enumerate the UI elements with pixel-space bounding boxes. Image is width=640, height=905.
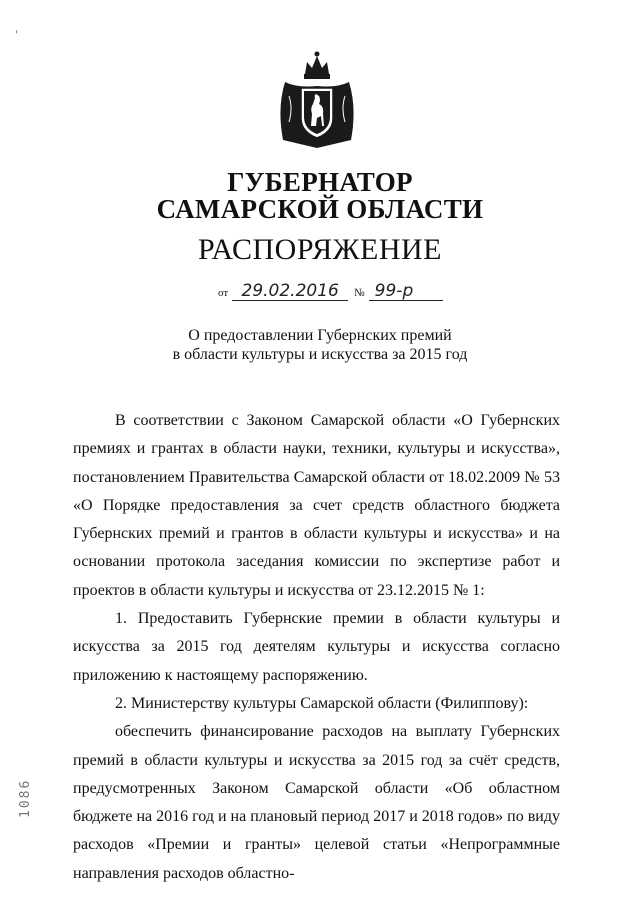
body-paragraph: 1. Предоставить Губернские премии в области культуры и искусства за 2015 год деятелям культуры и искусства согласно приложению к настоящему распоряжению. [73, 610, 560, 684]
number-prefix: № [354, 287, 365, 299]
samara-coat-of-arms-icon [277, 48, 357, 150]
document-subject [0, 326, 640, 364]
margin-stamp-number: 1086 [18, 778, 33, 818]
date-number-line [218, 279, 443, 301]
body-paragraph: обеспечить финансирование расходов на выплату Губернских премий в области культуры и искусства за 2015 год за счёт средств, предусмотренных Законом Самарской области «Об областном бюджете на 2016 год и на плановый период 2017 и 2018 годов» по виду расходов «Премии и гранты» целевой статьи «Непрограммные направления расходов областно- [73, 723, 560, 882]
document-body [73, 407, 560, 888]
subject-line1: О предоставлении Губернских премий [188, 327, 452, 344]
org-title-line1: ГУБЕРНАТОР [227, 167, 413, 197]
handwritten-date: 29.02.2016 [232, 282, 348, 301]
handwritten-number: 99-р [369, 282, 443, 301]
date-prefix: от [218, 287, 229, 299]
subject-line2: в области культуры и искусства за 2015 год [172, 346, 468, 363]
body-paragraph: 2. Министерству культуры Самарской области (Филиппову): [115, 694, 529, 712]
document-type: РАСПОРЯЖЕНИЕ [197, 233, 443, 266]
body-paragraph: В соответствии с Законом Самарской области «О Губернских премиях и грантах в области науки, техники, культуры и искусства», постановлением Правительства Самарской области от 18.02.2009 № 53 «О Порядке предоставления за счет средств областного бюджета Губернских премий и грантов в области культуры и искусства» и на основании протокола заседания комиссии по экспертизе работ и проектов в области культуры и искусства от 23.12.2015 № 1: [73, 412, 560, 599]
org-title-line2: САМАРСКОЙ ОБЛАСТИ [156, 194, 484, 224]
